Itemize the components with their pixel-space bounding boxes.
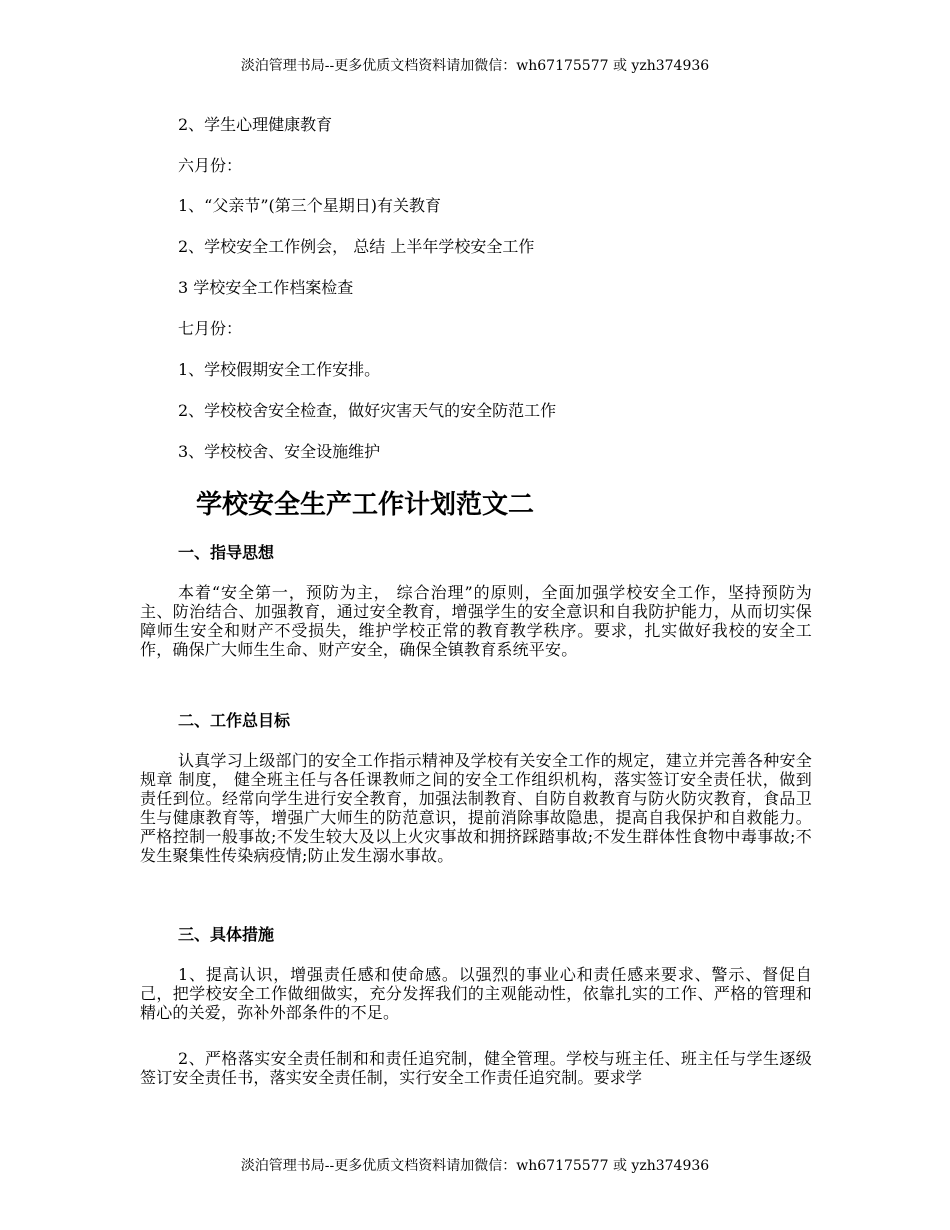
plan-line-4: 2、学校安全工作例会， 总结 上半年学校安全工作 [178, 237, 535, 256]
paragraph-guiding-ideology: 本着“安全第一，预防为主， 综合治理”的原则，全面加强学校安全工作，坚持预防为主、防治结合、加强教育，通过安全教育，增强学生的安全意识和自我防护能力，从而切实保障师生安全和财产不受损失，维护学校正常的教育教学秩序。要求，扎实做好我校的安全工作，确保广大师生生命、财产安全，确保全镇教育系统平安。 [140, 583, 812, 659]
paragraph-measure-2: 2、严格落实安全责任制和和责任追究制，健全管理。学校与班主任、班主任与学生逐级签订安全责任书，落实安全责任制，实行安全工作责任追究制。要求学 [140, 1049, 812, 1087]
plan-line-6: 七月份： [178, 319, 243, 338]
section-heading-overall-goal: 二、工作总目标 [178, 711, 291, 730]
section-heading-guiding-ideology: 一、指导思想 [178, 543, 275, 562]
page-footer: 淡泊管理书局--更多优质文档资料请加微信：wh67175577 或 yzh374936 [240, 1158, 710, 1174]
document-title: 学校安全生产工作计划范文二 [196, 490, 535, 520]
plan-line-5: 3 学校安全工作档案检查 [178, 278, 354, 297]
plan-line-3: 1、“父亲节”(第三个星期日)有关教育 [178, 196, 442, 215]
page-header: 淡泊管理书局--更多优质文档资料请加微信：wh67175577 或 yzh374936 [240, 58, 710, 74]
paragraph-measure-1: 1、提高认识，增强责任感和使命感。以强烈的事业心和责任感来要求、警示、督促自己，把学校安全工作做细做实，充分发挥我们的主观能动性，依靠扎实的工作、严格的管理和精心的关爱，弥补外部条件的不足。 [140, 965, 812, 1022]
section-heading-measures: 三、具体措施 [178, 925, 275, 944]
plan-line-1: 2、学生心理健康教育 [178, 115, 333, 134]
plan-line-8: 2、学校校舍安全检查，做好灾害天气的安全防范工作 [178, 401, 557, 420]
plan-line-2: 六月份： [178, 156, 243, 175]
plan-line-7: 1、学校假期安全工作安排。 [178, 360, 381, 379]
plan-line-9: 3、学校校舍、安全设施维护 [178, 442, 381, 461]
paragraph-overall-goal: 认真学习上级部门的安全工作指示精神及学校有关安全工作的规定，建立并完善各种安全 规章 制度， 健全班主任与各任课教师之间的安全工作组织机构，落实签订安全责任状，做到责任到位。经常向学生进行安全教育，加强法制教育、自防自救教育与防火防灾教育，食品卫生与健康教育等，增强广大师生的防范意识，提前消除事故隐患，提高自我保护和自救能力。严格控制一般事故;不发生较大及以上火灾事故和拥挤踩踏事故;不发生群体性食物中毒事故;不发生聚集性传染病疫情;防止发生溺水事故。 [140, 751, 812, 865]
